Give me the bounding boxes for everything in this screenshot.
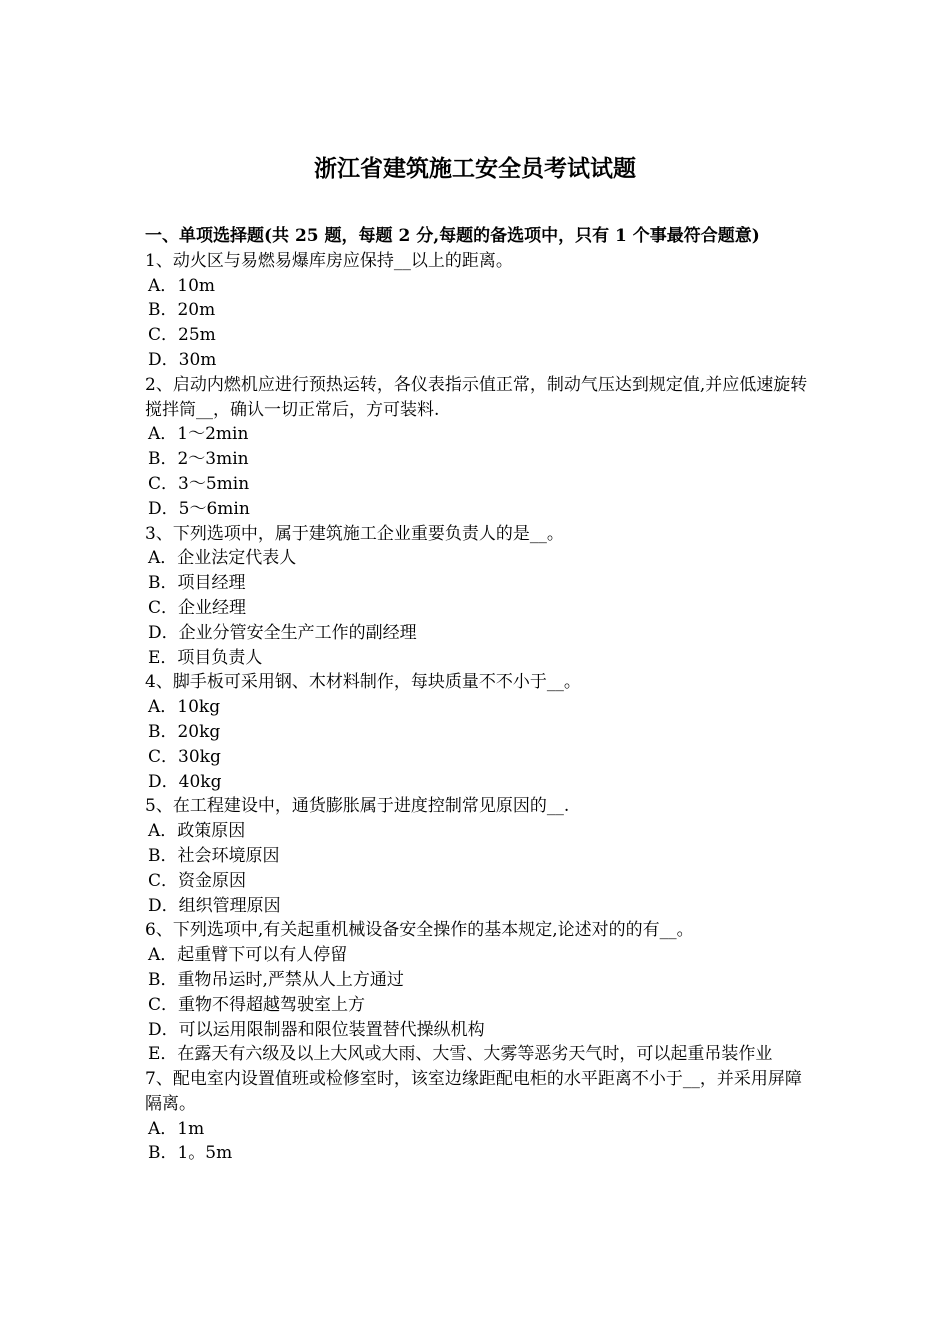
question-4 [145, 670, 810, 794]
question-text: 6、下列选项中,有关起重机械设备安全操作的基本规定,论述对的的有__。 [145, 920, 694, 941]
option-b: B．社会环境原因 [148, 845, 280, 866]
option-a: A．政策原因 [148, 821, 246, 842]
question-6 [145, 918, 810, 1067]
option-c: C．25m [148, 325, 216, 346]
question-text: 7、配电室内设置值班或检修室时，该室边缘距配电柜的水平距离不小于__，并采用屏障隔离。 [145, 1069, 802, 1114]
document-body [145, 224, 810, 1166]
question-1 [145, 249, 810, 373]
option-a: A．10kg [148, 697, 221, 718]
question-text: 3、下列选项中，属于建筑施工企业重要负责人的是__。 [145, 523, 564, 544]
option-e: E．项目负责人 [148, 647, 263, 668]
document-title: 浙江省建筑施工安全员考试试题 [314, 155, 636, 182]
option-d: D．5～6min [148, 498, 250, 519]
question-text: 1、动火区与易燃易爆库房应保持__以上的距离。 [145, 250, 513, 271]
option-c: C．30kg [148, 746, 221, 767]
question-text: 2、启动内燃机应进行预热运转，各仪表指示值正常，制动气压达到规定值,并应低速旋转搅拌筒__，确认一切正常后，方可装料. [145, 374, 808, 420]
option-b: B．项目经理 [148, 573, 246, 594]
option-d: D．可以运用限制器和限位装置替代操纵机构 [148, 1019, 485, 1040]
question-5 [145, 794, 810, 918]
question-text: 5、在工程建设中，通货膨胀属于进度控制常见原因的__. [145, 796, 570, 817]
option-b: B．20kg [148, 721, 221, 742]
question-text: 4、脚手板可采用钢、木材料制作，每块质量不不小于__。 [145, 672, 581, 693]
option-b: B．1。5m [148, 1143, 233, 1164]
question-2 [145, 373, 810, 522]
option-a: A．企业法定代表人 [148, 548, 297, 569]
option-d: D．40kg [148, 771, 222, 792]
option-c: C．重物不得超越驾驶室上方 [148, 994, 366, 1015]
question-7 [145, 1067, 810, 1166]
option-b: B．重物吊运时,严禁从人上方通过 [148, 969, 404, 990]
option-d: D．企业分管安全生产工作的副经理 [148, 622, 417, 643]
option-b: B．2～3min [148, 449, 249, 470]
question-3 [145, 522, 810, 671]
option-c: C．企业经理 [148, 597, 247, 618]
option-e: E．在露天有六级及以上大风或大雨、大雪、大雾等恶劣天气时，可以起重吊装作业 [148, 1044, 773, 1065]
option-d: D．组织管理原因 [148, 895, 281, 916]
option-a: A．起重臂下可以有人停留 [148, 945, 348, 966]
option-a: A．10m [148, 275, 216, 296]
option-b: B．20m [148, 300, 216, 321]
option-c: C．资金原因 [148, 870, 247, 891]
option-a: A．1～2min [148, 424, 249, 445]
option-a: A．1m [148, 1118, 205, 1139]
option-c: C．3～5min [148, 473, 250, 494]
option-d: D．30m [148, 349, 217, 370]
section-heading: 一、单项选择题(共 25 题，每题 2 分,每题的备选项中，只有 1 个事最符合题意) [145, 226, 760, 246]
